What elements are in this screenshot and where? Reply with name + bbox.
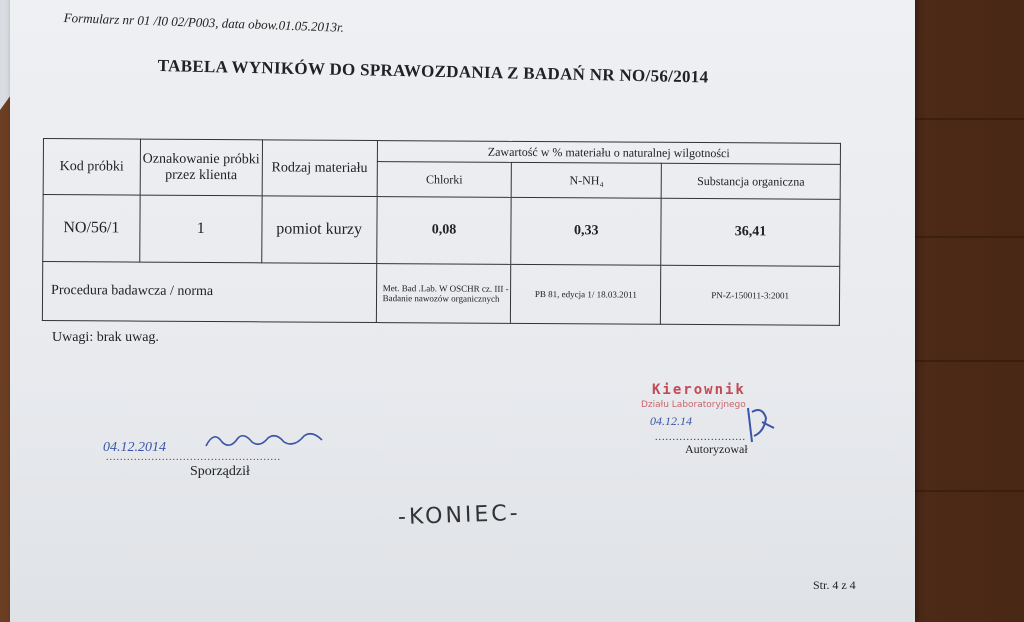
procedure-organic: PN-Z-150011-3:2001 [661, 265, 840, 325]
header-sample-code: Kod próbki [43, 139, 140, 196]
cell-client-mark: 1 [140, 195, 262, 263]
document-title: TABELA WYNIKÓW DO SPRAWOZDANIA Z BADAŃ NR NO/56/2014 [157, 56, 709, 87]
authorization-dots: .......................... [655, 432, 746, 443]
cell-nnh4: 0,33 [511, 197, 661, 265]
header-client-mark: Oznakowanie próbki przez klienta [140, 139, 262, 196]
cell-material-type: pomiot kurzy [262, 196, 377, 264]
stamp-title: Kierownik [652, 382, 746, 398]
prepared-date: 04.12.2014 [103, 440, 166, 455]
results-table [42, 138, 841, 326]
procedure-nnh4: PB 81, edycja 1/ 18.03.2011 [511, 264, 661, 324]
page-number: Str. 4 z 4 [813, 578, 856, 592]
remarks: Uwagi: brak uwag. [52, 330, 159, 345]
prepared-signature-icon [200, 426, 330, 454]
prepared-label: Sporządził [190, 464, 250, 479]
header-material-type: Rodzaj materiału [262, 140, 377, 197]
header-content-group: Zawartość w % materiału o naturalnej wilgotności [377, 141, 840, 165]
header-organic-substance: Substancja organiczna [661, 163, 840, 199]
authorization-date: 04.12.14 [650, 414, 692, 428]
procedure-label: Procedura badawcza / norma [42, 262, 376, 323]
end-marker: -KONIEC- [397, 500, 522, 531]
header-nnh4: N-NH₄ [512, 162, 662, 198]
authorized-label: Autoryzował [685, 442, 748, 456]
cell-organic-substance: 36,41 [661, 198, 840, 266]
prepared-dots: .................................................. [106, 452, 281, 463]
table-row-procedure [42, 262, 839, 326]
table-row [43, 195, 840, 267]
stamp-department: Działu Laboratoryjnego [641, 400, 746, 410]
form-number: Formularz nr 01 /I0 02/P003, data obow.01.05.2013r. [63, 10, 345, 35]
header-chlorides: Chlorki [377, 162, 512, 198]
cell-sample-code: NO/56/1 [43, 195, 140, 263]
procedure-chlorides: Met. Bad .Lab. W OSCHR cz. III - Badanie nawozów organicznych [376, 264, 511, 324]
cell-chlorides: 0,08 [376, 197, 511, 265]
